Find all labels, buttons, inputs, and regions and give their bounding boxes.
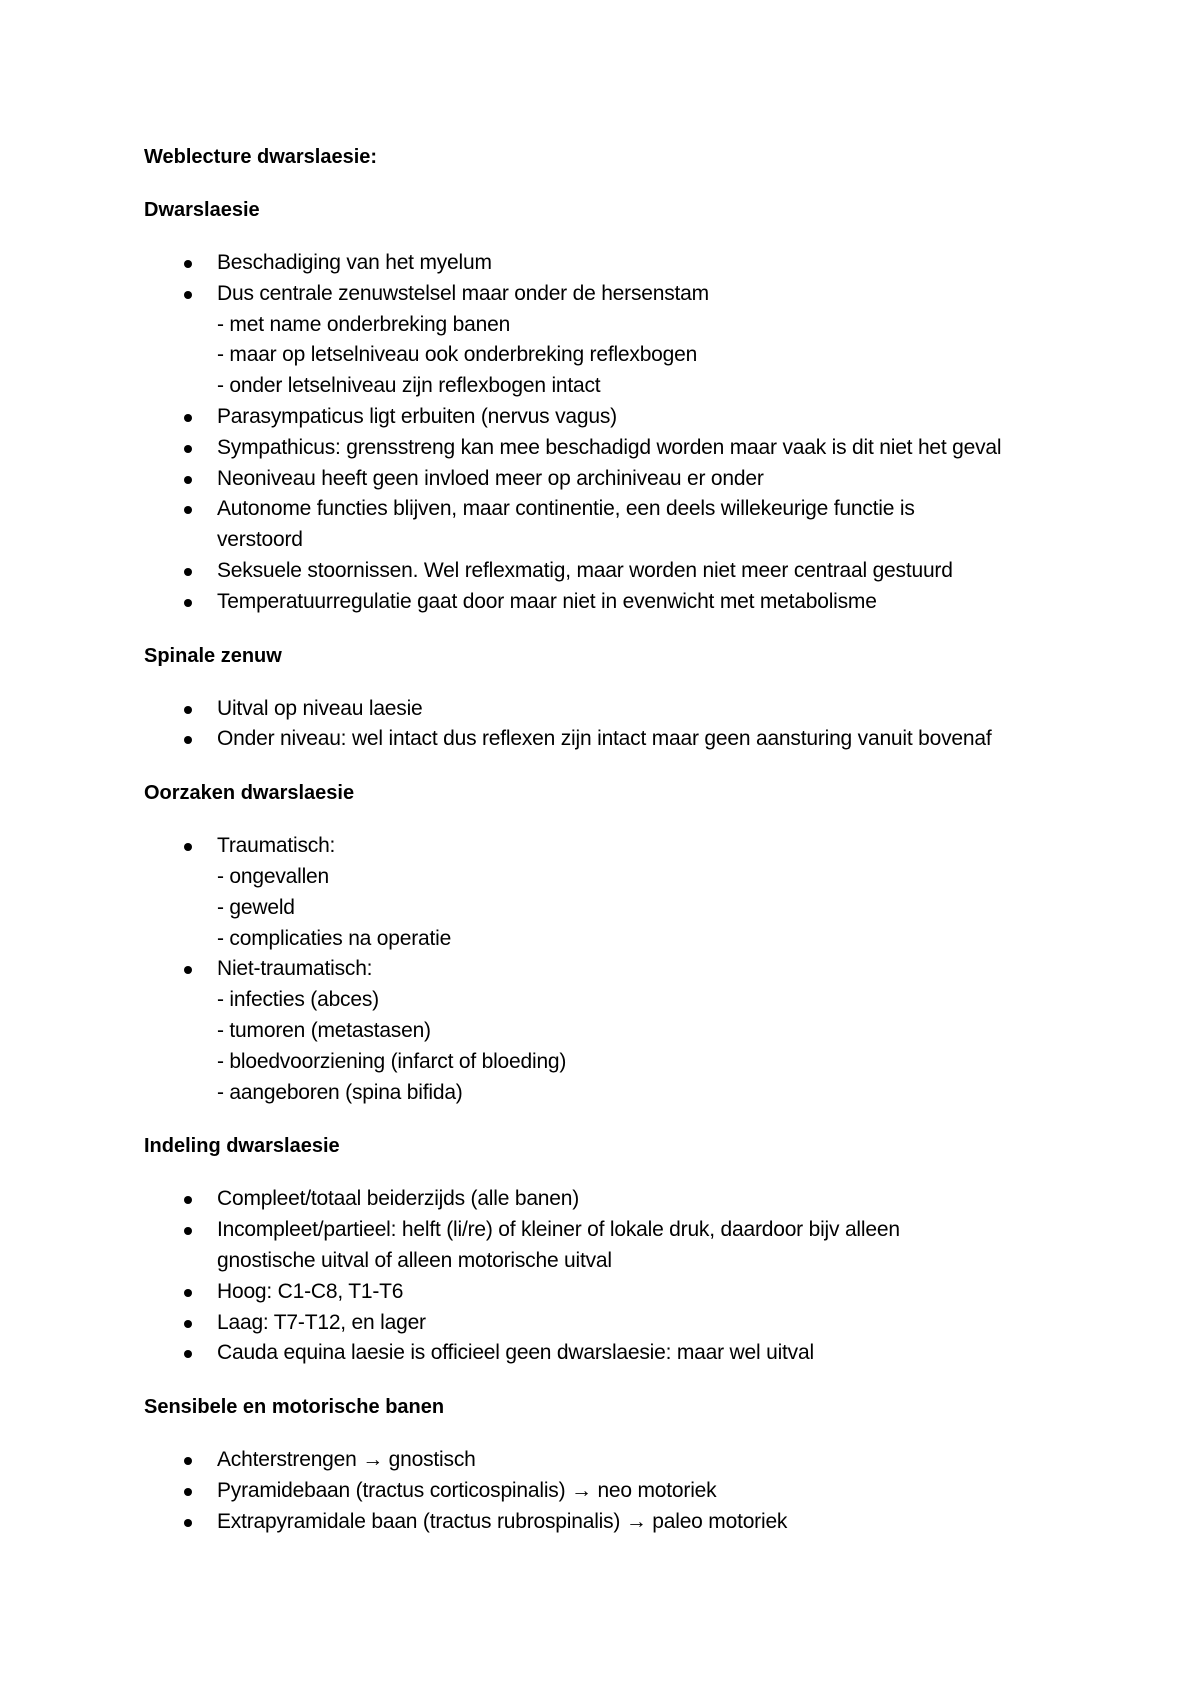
list-item-subline: - tumoren (metastasen): [217, 1018, 431, 1042]
list-item-text: Onder niveau: wel intact dus reflexen zijn intact maar geen aansturing vanuit bovenaf: [217, 727, 992, 751]
list-item: [144, 831, 1084, 954]
list-item-text: Achterstrengen → gnostisch: [217, 1448, 476, 1472]
list-item-text: Extrapyramidale baan (tractus rubrospinalis) → paleo motoriek: [217, 1509, 788, 1533]
list-item-text: Niet-traumatisch:: [217, 957, 373, 981]
list-item-subline: gnostische uitval of alleen motorische uitval: [217, 1248, 612, 1272]
list-item: [144, 694, 1084, 725]
section-heading: Sensibele en motorische banen: [144, 1396, 445, 1419]
bullet-icon: [184, 291, 192, 299]
list-item: [144, 248, 1084, 279]
list-item-subline: - met name onderbreking banen: [217, 312, 511, 336]
list-item-subline: - maar op letselniveau ook onderbreking reflexbogen: [217, 343, 698, 367]
list-item-text: Parasympaticus ligt erbuiten (nervus vagus): [217, 404, 617, 428]
list-item: [144, 1308, 1084, 1339]
document-body: [144, 195, 1084, 1538]
list-item-text: Laag: T7-T12, en lager: [217, 1310, 426, 1334]
section-heading: Dwarslaesie: [144, 199, 260, 221]
bullet-icon: [184, 1320, 192, 1328]
bullet-icon: [184, 568, 192, 576]
bullet-list: [144, 248, 1084, 618]
list-item: [144, 433, 1084, 464]
bullet-icon: [184, 445, 192, 453]
bullet-list: [144, 1445, 1084, 1537]
list-item-text: Incompleet/partieel: helft (li/re) of kleiner of lokale druk, daardoor bijv alleen: [217, 1218, 900, 1242]
list-item-subline: - onder letselniveau zijn reflexbogen intact: [217, 374, 601, 398]
list-item: [144, 1215, 1084, 1277]
list-item-text: Beschadiging van het myelum: [217, 251, 492, 274]
list-item-text: Autonome functies blijven, maar continentie, een deels willekeurige functie is: [217, 497, 915, 521]
bullet-icon: [184, 1350, 192, 1358]
bullet-icon: [184, 1488, 192, 1496]
bullet-icon: [184, 476, 192, 484]
list-item-subline: - infecties (abces): [217, 988, 379, 1012]
list-item: [144, 494, 1084, 556]
list-item: [144, 1338, 1084, 1369]
list-item: [144, 1184, 1084, 1215]
list-item-subline: - aangeboren (spina bifida): [217, 1080, 463, 1104]
bullet-icon: [184, 843, 192, 851]
bullet-icon: [184, 706, 192, 714]
list-item: [144, 1476, 1084, 1507]
bullet-icon: [184, 1457, 192, 1465]
section-heading: Oorzaken dwarslaesie: [144, 782, 355, 805]
list-item-text: Hoog: C1-C8, T1-T6: [217, 1279, 404, 1303]
bullet-icon: [184, 1196, 192, 1204]
section-heading: Spinale zenuw: [144, 644, 282, 667]
bullet-icon: [184, 966, 192, 974]
bullet-icon: [184, 414, 192, 422]
document-title: Weblecture dwarslaesie:: [144, 146, 378, 168]
list-item: [144, 1277, 1084, 1308]
bullet-icon: [184, 1227, 192, 1235]
list-item: [144, 724, 1084, 755]
bullet-icon: [184, 260, 192, 268]
list-item-subline: - bloedvoorziening (infarct of bloeding): [217, 1049, 567, 1073]
list-item-text: Seksuele stoornissen. Wel reflexmatig, maar worden niet meer centraal gestuurd: [217, 558, 953, 582]
list-item-text: Uitval op niveau laesie: [217, 696, 423, 720]
bullet-icon: [184, 736, 192, 744]
list-item-subline: verstoord: [217, 528, 303, 552]
bullet-icon: [184, 599, 192, 607]
list-item: [144, 279, 1084, 402]
list-item-subline: - complicaties na operatie: [217, 926, 452, 950]
list-item-text: Pyramidebaan (tractus corticospinalis) → neo motoriek: [217, 1478, 717, 1502]
bullet-icon: [184, 1519, 192, 1527]
list-item: [144, 402, 1084, 433]
list-item-subline: - geweld: [217, 895, 295, 919]
list-item-text: Neoniveau heeft geen invloed meer op archiniveau er onder: [217, 466, 764, 490]
list-item: [144, 954, 1084, 1108]
list-item: [144, 464, 1084, 495]
bullet-icon: [184, 506, 192, 514]
list-item: [144, 1445, 1084, 1476]
bullet-icon: [184, 1289, 192, 1297]
bullet-list: [144, 831, 1084, 1108]
list-item-subline: - ongevallen: [217, 864, 330, 888]
list-item: [144, 556, 1084, 587]
list-item-text: Cauda equina laesie is officieel geen dwarslaesie: maar wel uitval: [217, 1341, 814, 1365]
list-item: [144, 587, 1084, 618]
bullet-list: [144, 1184, 1084, 1369]
list-item-text: Temperatuurregulatie gaat door maar niet in evenwicht met metabolisme: [217, 589, 877, 613]
document-page: [144, 142, 1084, 1561]
list-item-text: Traumatisch:: [217, 834, 336, 858]
section-heading: Indeling dwarslaesie: [144, 1135, 340, 1158]
list-item-text: Sympathicus: grensstreng kan mee beschadigd worden maar vaak is dit niet het geval: [217, 435, 1002, 459]
bullet-list: [144, 694, 1084, 756]
list-item-text: Compleet/totaal beiderzijds (alle banen): [217, 1187, 580, 1211]
list-item: [144, 1507, 1084, 1538]
list-item-text: Dus centrale zenuwstelsel maar onder de hersenstam: [217, 281, 709, 305]
